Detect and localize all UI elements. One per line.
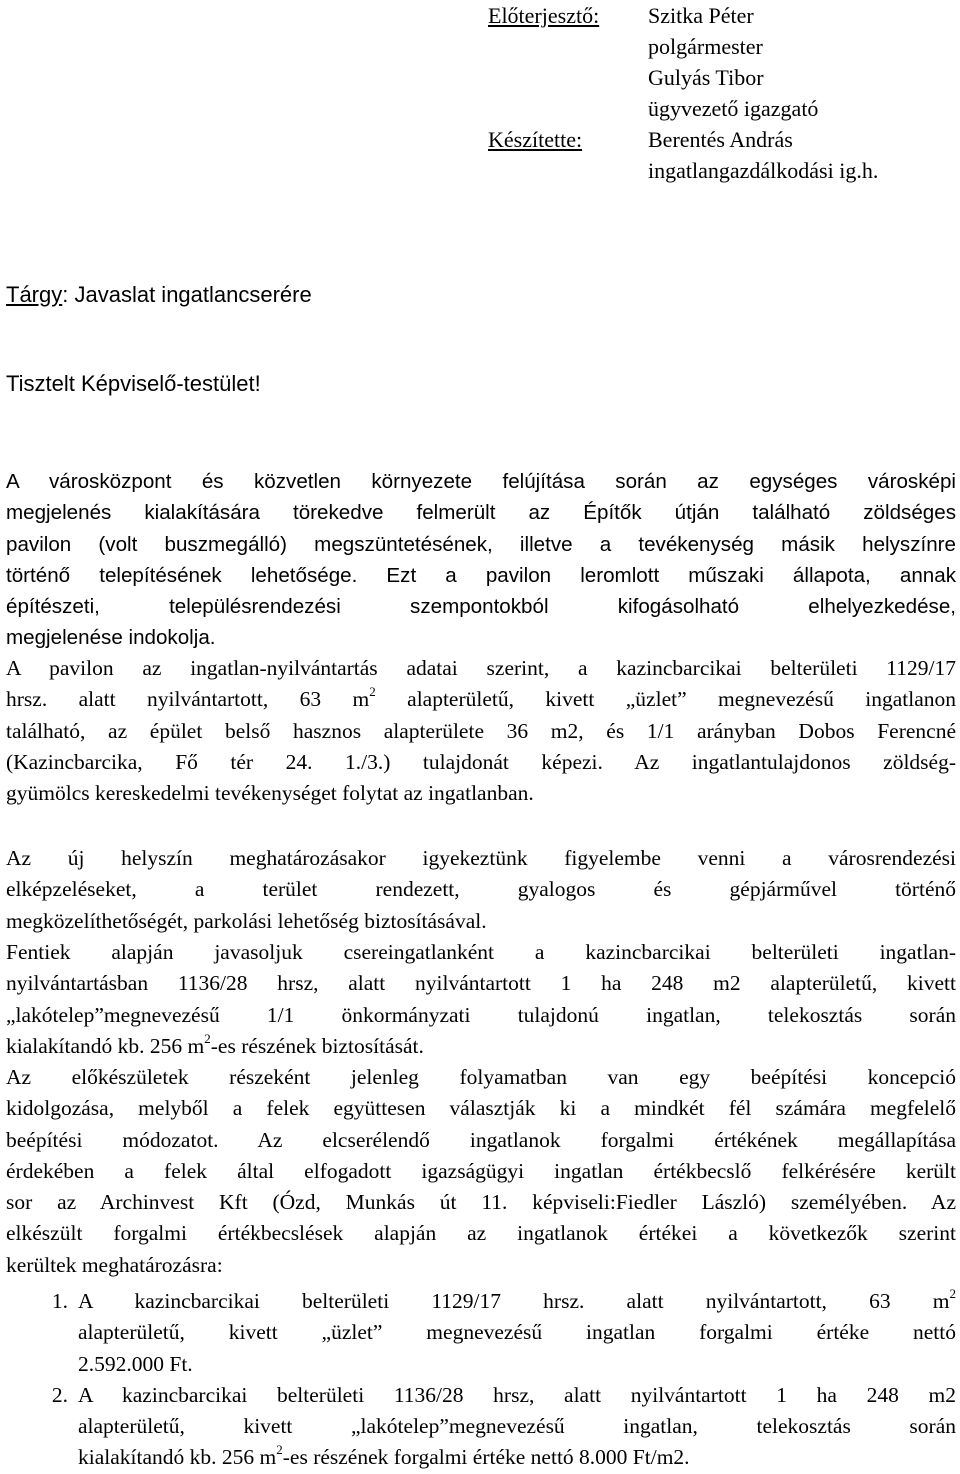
header-value: polgármester (648, 34, 763, 59)
list-text (78, 1380, 956, 1474)
paragraph-line: történő telepítésének lehetősége. Ezt a pavilon leromlott műszaki állapota, annak (6, 563, 956, 587)
list-line: 2.592.000 Ft. (78, 1351, 193, 1376)
list-line: alapterületű, kivett „üzlet” megnevezésű ingatlan forgalmi értéke nettó (78, 1320, 956, 1345)
header-row (488, 124, 878, 155)
document-header (488, 0, 878, 186)
paragraph-line: sor az Archinvest Kft (Ózd, Munkás út 11. képviseli:Fiedler László) személyében. Az (6, 1190, 956, 1215)
header-label-empty (488, 31, 648, 62)
text-run: -es részének biztosítását. (210, 1033, 424, 1058)
list-item (6, 1380, 956, 1474)
paragraph-line: „lakótelep”megnevezésű 1/1 önkormányzati tulajdonú ingatlan, telekosztás során (6, 1002, 956, 1027)
text-run: kialakítandó kb. 256 m (78, 1445, 277, 1470)
list-line: A kazincbarcikai belterületi 1136/28 hrsz, alatt nyilvántartott 1 ha 248 m2 (78, 1382, 956, 1407)
list-line (78, 1286, 956, 1317)
paragraph-4 (6, 937, 956, 1062)
paragraph-line: gyümölcs kereskedelmi tevékenységet folytat az ingatlanban. (6, 781, 534, 806)
paragraph-line: A városközpont és közvetlen környezete felújítása során az egységes városképi (6, 470, 956, 493)
header-value: ingatlangazdálkodási ig.h. (648, 158, 879, 183)
subject-line (6, 282, 312, 308)
header-value: Szitka Péter (648, 3, 754, 28)
paragraph-line: kidolgozása, melyből a felek együttesen választják ki a mindkét fél számára megfelelő (6, 1096, 956, 1121)
header-value: Gulyás Tibor (648, 65, 764, 90)
paragraph-line: beépítési módozatot. Az elcserélendő ingatlanok forgalmi értékének megállapítása (6, 1127, 956, 1152)
paragraph-1 (6, 466, 956, 654)
header-value: ügyvezető igazgató (648, 96, 819, 121)
header-label-submitter: Előterjesztő: (488, 3, 600, 28)
superscript: 2 (369, 684, 376, 700)
list-line (78, 1442, 956, 1473)
header-label-empty (488, 155, 648, 186)
paragraph-line: pavilon (volt buszmegálló) megszüntetésének, illetve a tevékenység másik helyszínre (6, 532, 956, 556)
superscript: 2 (949, 1286, 956, 1301)
superscript: 2 (204, 1030, 211, 1046)
paragraph-line: megjelenés kialakítására törekedve felmerült az Építők útján található zöldséges (6, 501, 956, 525)
paragraph-line: kerültek meghatározásra: (6, 1252, 223, 1277)
paragraph-line: elkészült forgalmi értékbecslések alapján az ingatlanok értékei a következők szerint (6, 1221, 956, 1246)
list-number: 1. (51, 1289, 68, 1313)
paragraph-line: megközelíthetőségét, parkolási lehetőség biztosításával. (6, 908, 487, 933)
header-label-empty (488, 62, 648, 93)
paragraph-line: építészeti, településrendezési szempontokból kifogásolható elhelyezkedése, (6, 595, 956, 619)
text-run: A kazincbarcikai belterületi 1129/17 hrsz. alatt nyilvántartott, 63 m (78, 1289, 950, 1313)
greeting: Tisztelt Képviselő-testület! (6, 371, 261, 396)
subject-label: Tárgy (6, 282, 63, 307)
header-label-empty (488, 93, 648, 124)
list-item (6, 1286, 956, 1380)
header-row (488, 155, 878, 186)
paragraph-line: elképzeléseket, a terület rendezett, gyalogos és gépjárművel történő (6, 877, 956, 902)
paragraph-line: nyilvántartásban 1136/28 hrsz, alatt nyilvántartott 1 ha 248 m2 alapterületű, kivett (6, 971, 956, 996)
subject-colon: : (62, 282, 69, 307)
text-run: alapterületű, kivett „üzlet” megnevezésű ingatlanon (375, 687, 956, 712)
paragraph-line: Az új helyszín meghatározásakor igyekeztünk figyelembe venni a városrendezési (6, 846, 956, 870)
header-label-preparer: Készítette: (488, 127, 583, 152)
text-run: hrsz. alatt nyilvántartott, 63 m (6, 687, 370, 712)
paragraph-line: megjelenése indokolja. (6, 626, 216, 650)
header-row (488, 0, 878, 31)
paragraph-line: Az előkészületek részeként jelenleg folyamatban van egy beépítési koncepció (6, 1065, 956, 1089)
paragraph-line: A pavilon az ingatlan-nyilvántartás adatai szerint, a kazincbarcikai belterületi 1129/17 (6, 656, 956, 680)
header-row (488, 31, 878, 62)
list-number: 2. (51, 1382, 68, 1407)
paragraph-line: (Kazincbarcika, Fő tér 24. 1./3.) tulajdonát képezi. Az ingatlantulajdonos zöldség- (6, 749, 956, 774)
paragraph-line: található, az épület belső hasznos alapterülete 36 m2, és 1/1 arányban Dobos Ferencné (6, 718, 956, 743)
paragraph-line (6, 1031, 956, 1062)
paragraph-3 (6, 843, 956, 937)
paragraph-line: Fentiek alapján javasoljuk csereingatlanként a kazincbarcikai belterületi ingatlan- (6, 940, 956, 964)
list-line: alapterületű, kivett „lakótelep”megnevezésű ingatlan, telekosztás során (78, 1414, 956, 1439)
header-row (488, 62, 878, 93)
paragraph-line: érdekében a felek által elfogadott igazságügyi ingatlan értékbecslő felkérésére került (6, 1158, 956, 1183)
subject-text: Javaslat ingatlancserére (68, 282, 312, 307)
header-value: Berentés András (648, 127, 793, 152)
paragraph-2 (6, 653, 956, 809)
header-row (488, 93, 878, 124)
superscript: 2 (276, 1442, 283, 1458)
list-text (78, 1286, 956, 1380)
paragraph-line (6, 684, 956, 715)
text-run: kialakítandó kb. 256 m (6, 1033, 205, 1058)
text-run: -es részének forgalmi értéke nettó 8.000 Ft/m2. (282, 1445, 690, 1470)
value-list (6, 1286, 956, 1474)
paragraph-5 (6, 1062, 956, 1281)
